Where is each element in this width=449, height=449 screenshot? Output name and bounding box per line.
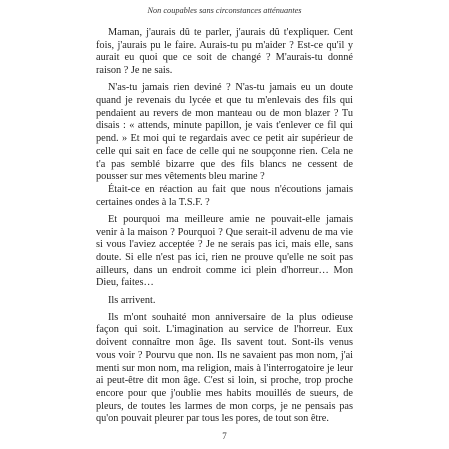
paragraph: Maman, j'aurais dû te parler, j'aurais dû t'expliquer. Cent fois, j'aurais pu le faire. Aurais-tu pu m'aider ? Est-ce qu'il y aurait eu quoi que ce soit de changé ? M'aurais-tu donné raison ? Je ne sais. [96, 27, 353, 77]
page-number: 7 [222, 431, 227, 441]
paragraph: Et pourquoi ma meilleure amie ne pouvait-elle jamais venir à la maison ? Pourquoi ? Que serait-il advenu de ma vie si vous l'aviez acceptée ? Je ne serais pas ici, mais elle, sans doute. Si elle n'est pas ici, rien ne prouve qu'elle ne soit pas ailleurs, dans un endroit comme ici plein d'horreur… Mon Dieu, faites… [96, 213, 353, 289]
body-text [96, 27, 353, 427]
paragraph: Ils arrivent. [108, 294, 156, 306]
running-head: Non coupables sans circonstances atténuantes [147, 6, 302, 15]
paragraph: N'as-tu jamais rien deviné ? N'as-tu jamais eu un doute quand je revenais du lycée et que tu m'enlevais des fils qui pendaient au revers de mon manteau ou de mon blazer ? Tu disais : « attends, minute papillon, je vais t'enlever ce fil qui pend. » Et moi qui te regardais avec ce petit air supérieur de celle qui sait en face de celle qui ne soupçonne rien. Cela ne t'a pas semblé bizarre que des fils blancs ne cessent de pousser sur mes vêtements bleu marine ? [96, 82, 353, 183]
paragraph: Était-ce en réaction au fait que nous n'écoutions jamais certaines ondes à la T.S.F. ? [96, 183, 353, 208]
paragraph: Ils m'ont souhaité mon anniversaire de la plus odieuse façon qui soit. L'imagination au service de l'horreur. Eux doivent connaître mon âge. Ils savent tout. Sont-ils venus vous voir ? Pourvu que non. Ils ne savaient pas mon nom, j'ai menti sur mon nom, ma religion, mais à l'interrogatoire je leur ai peut-être dit mon âge. C'est si loin, si proche, trop proche encore pour que j'oublie mes habits mouillés de sueurs, de pleurs, de toutes les larmes de mon corps, je ne pensais pas qu'on pouvait pleurer par tous les pores, de tout son être. [96, 311, 353, 425]
